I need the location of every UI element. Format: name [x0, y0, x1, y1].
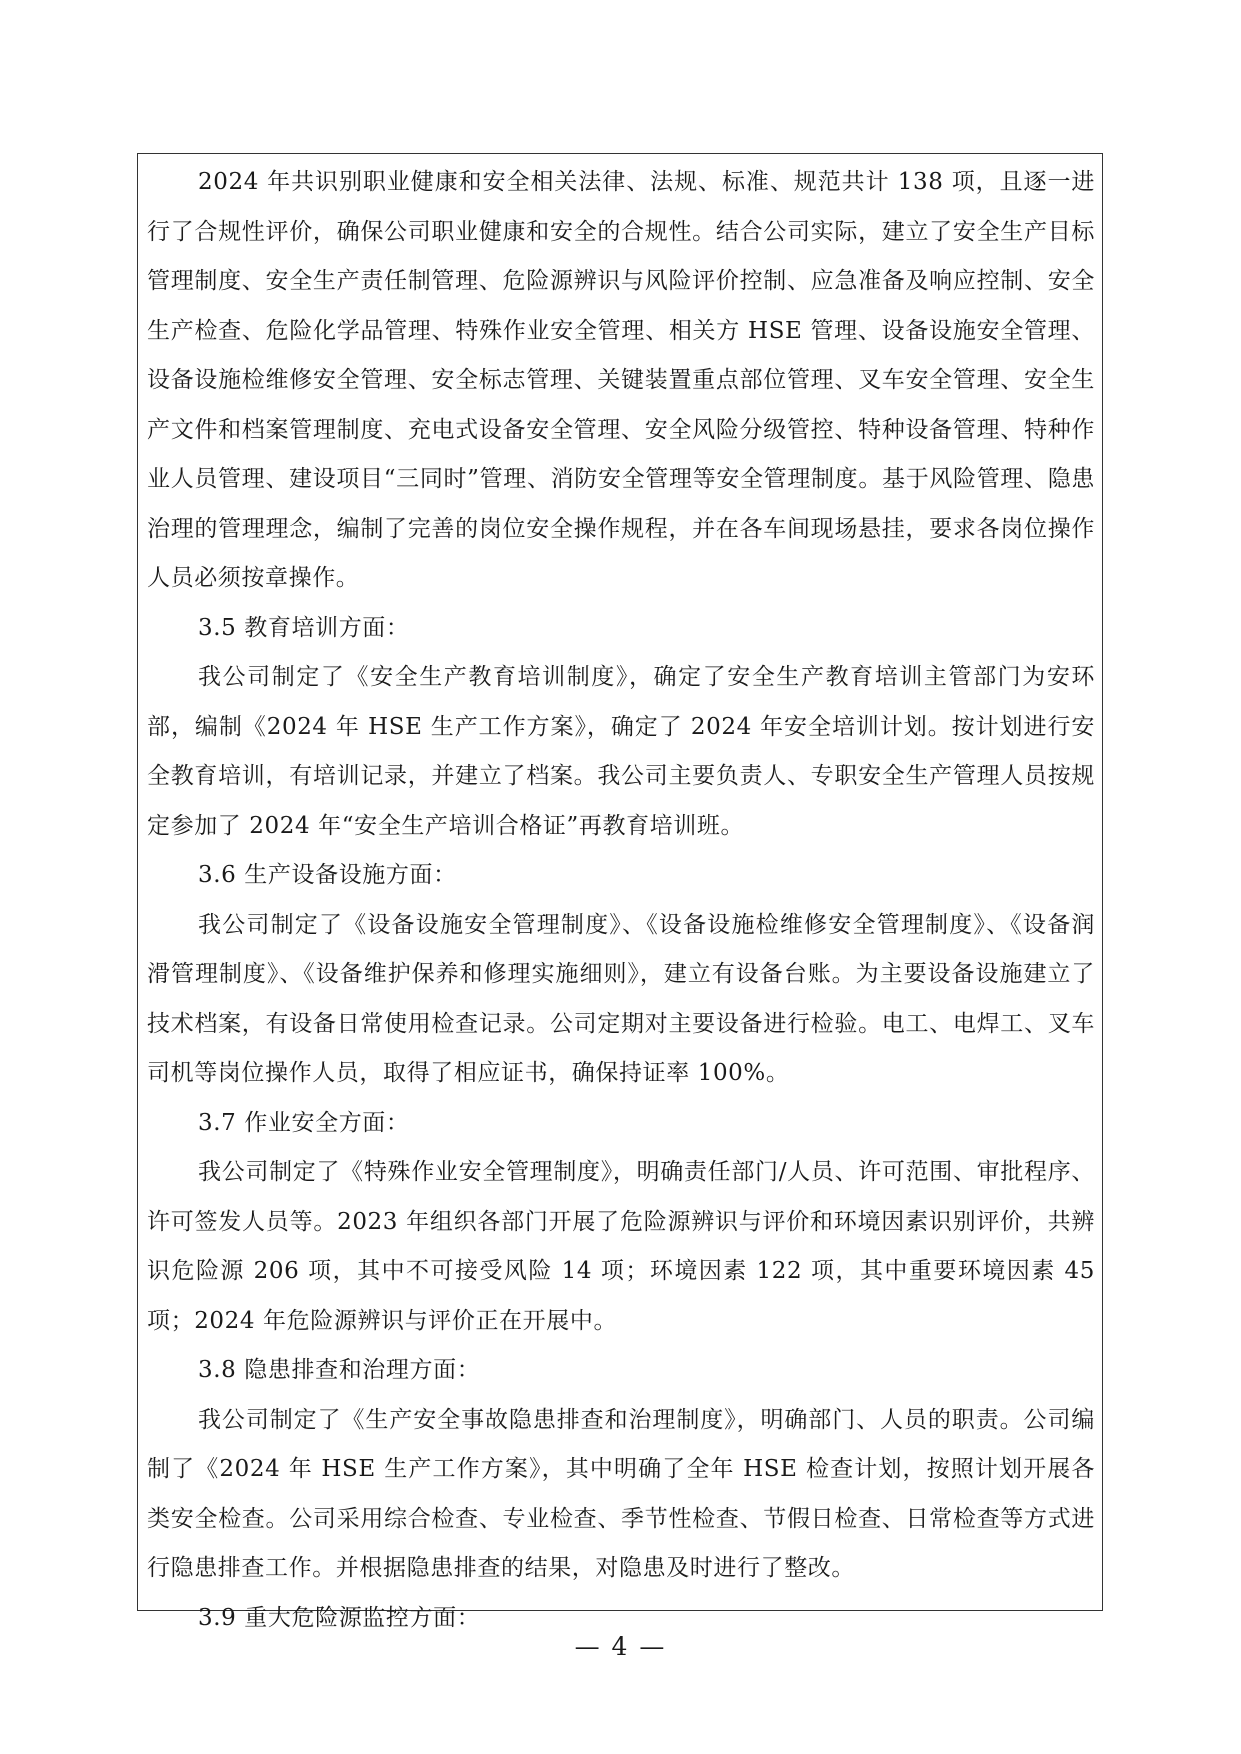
paragraph-training: 我公司制定了《安全生产教育培训制度》，确定了安全生产教育培训主管部门为安环部，编制《2024 年 HSE 生产工作方案》，确定了 2024 年安全培训计划。按计划进行安全教育培训，有培训记录，并建立了档案。我公司主要负责人、专职安全生产管理人员按规定参加了 2024 年“安全生产培训合格证”再教育培训班。 — [147, 664, 1095, 839]
paragraph-regulations: 2024 年共识别职业健康和安全相关法律、法规、标准、规范共计 138 项，且逐一进行了合规性评价，确保公司职业健康和安全的合规性。结合公司实际，建立了安全生产目标管理制度、安全生产责任制管理、危险源辨识与风险评价控制、应急准备及响应控制、安全生产检查、危险化学品管理、特殊作业安全管理、相关方 HSE 管理、设备设施安全管理、设备设施检维修安全管理、安全标志管理、关键装置重点部位管理、叉车安全管理、安全生产文件和档案管理制度、充电式设备安全管理、安全风险分级管控、特种设备管理、特种作业人员管理、建设项目“三同时”管理、消防安全管理等安全管理制度。基于风险管理、隐患治理的管理理念，编制了完善的岗位安全操作规程，并在各车间现场悬挂，要求各岗位操作人员必须按章操作。 — [147, 169, 1095, 591]
paragraph-equipment: 我公司制定了《设备设施安全管理制度》、《设备设施检维修安全管理制度》、《设备润滑管理制度》、《设备维护保养和修理实施细则》，建立有设备台账。为主要设备设施建立了技术档案，有设备日常使用检查记录。公司定期对主要设备进行检验。电工、电焊工、叉车司机等岗位操作人员，取得了相应证书，确保持证率 100%。 — [147, 911, 1095, 1086]
paragraph-operation-safety: 我公司制定了《特殊作业安全管理制度》，明确责任部门/人员、许可范围、审批程序、许可签发人员等。2023 年组织各部门开展了危险源辨识与评价和环境因素识别评价，共辨识危险源 206 项，其中不可接受风险 14 项；环境因素 122 项，其中重要环境因素 45 项；2024 年危险源辨识与评价正在开展中。 — [147, 1159, 1095, 1334]
section-heading-3-8: 3.8 隐患排查和治理方面： — [198, 1357, 481, 1383]
section-heading-3-9: 3.9 重大危险源监控方面： — [198, 1604, 481, 1631]
section-heading-3-6: 3.6 生产设备设施方面： — [198, 862, 457, 888]
page-number: — 4 — — [574, 1632, 667, 1661]
document-body — [147, 158, 1095, 1643]
paragraph-hazard-inspection: 我公司制定了《生产安全事故隐患排查和治理制度》，明确部门、人员的职责。公司编制了《2024 年 HSE 生产工作方案》，其中明确了全年 HSE 检查计划，按照计划开展各类安全检查。公司采用综合检查、专业检查、季节性检查、节假日检查、日常检查等方式进行隐患排查工作。并根据隐患排查的结果，对隐患及时进行了整改。 — [147, 1406, 1095, 1581]
section-heading-3-7: 3.7 作业安全方面： — [198, 1109, 410, 1136]
section-heading-3-5: 3.5 教育培训方面： — [198, 614, 410, 641]
